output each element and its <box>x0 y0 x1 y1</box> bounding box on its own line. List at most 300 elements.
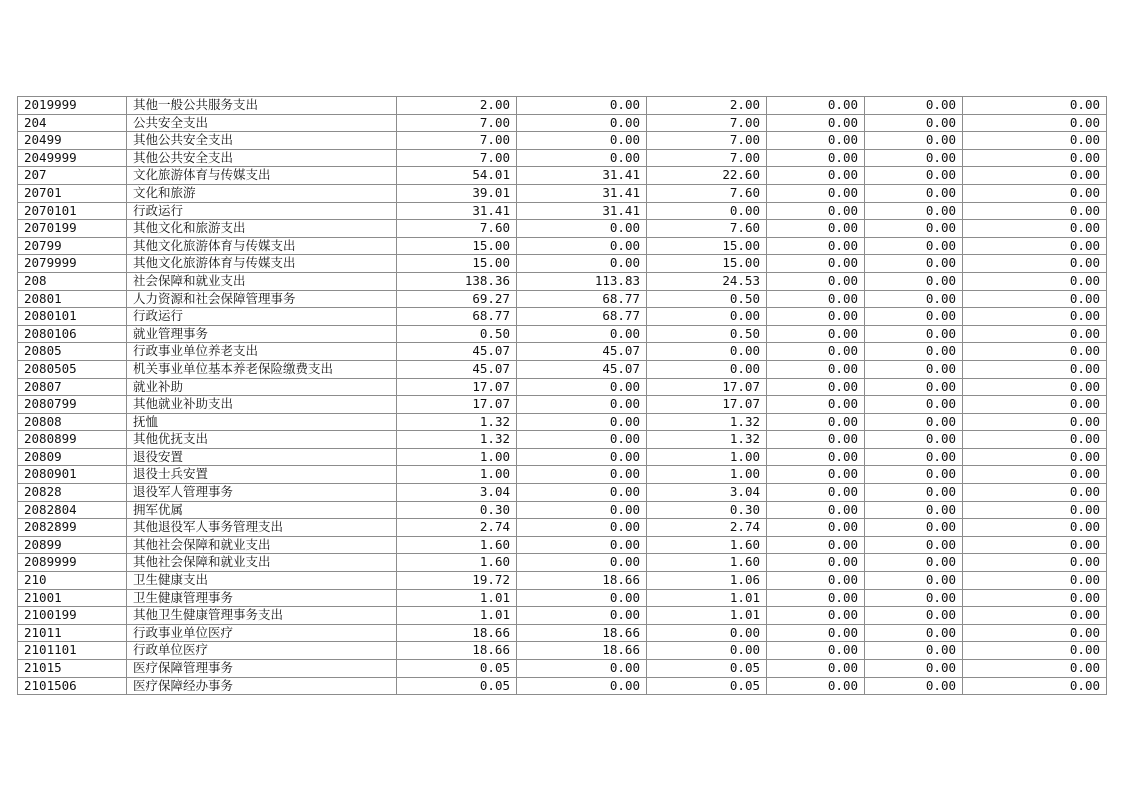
table-row <box>18 431 1107 449</box>
amount-cell: 0.00 <box>517 431 647 449</box>
amount-cell: 0.50 <box>397 325 517 343</box>
amount-cell: 0.00 <box>865 519 963 537</box>
table-row <box>18 255 1107 273</box>
amount-cell: 0.00 <box>517 554 647 572</box>
amount-cell: 31.41 <box>517 202 647 220</box>
amount-cell: 0.00 <box>865 484 963 502</box>
amount-cell: 2.00 <box>647 97 767 115</box>
amount-cell: 0.00 <box>963 413 1107 431</box>
amount-cell: 0.00 <box>865 308 963 326</box>
amount-cell: 0.00 <box>865 396 963 414</box>
amount-cell: 15.00 <box>397 255 517 273</box>
subject-name: 其他公共安全支出 <box>127 149 397 167</box>
amount-cell: 68.77 <box>517 308 647 326</box>
amount-cell: 0.00 <box>517 97 647 115</box>
amount-cell: 0.00 <box>767 149 865 167</box>
subject-code: 20809 <box>18 448 127 466</box>
amount-cell: 0.00 <box>963 97 1107 115</box>
subject-name: 卫生健康管理事务 <box>127 589 397 607</box>
amount-cell: 0.05 <box>397 677 517 695</box>
amount-cell: 0.00 <box>517 149 647 167</box>
amount-cell: 0.00 <box>963 149 1107 167</box>
amount-cell: 0.00 <box>865 220 963 238</box>
amount-cell: 18.66 <box>397 642 517 660</box>
amount-cell: 0.00 <box>517 607 647 625</box>
amount-cell: 0.00 <box>963 660 1107 678</box>
amount-cell: 0.00 <box>647 624 767 642</box>
amount-cell: 0.00 <box>517 536 647 554</box>
subject-name: 卫生健康支出 <box>127 572 397 590</box>
amount-cell: 0.00 <box>963 237 1107 255</box>
subject-code: 2082804 <box>18 501 127 519</box>
amount-cell: 24.53 <box>647 272 767 290</box>
subject-code: 2080101 <box>18 308 127 326</box>
amount-cell: 0.00 <box>767 677 865 695</box>
amount-cell: 0.00 <box>963 589 1107 607</box>
table-row <box>18 343 1107 361</box>
amount-cell: 19.72 <box>397 572 517 590</box>
amount-cell: 7.00 <box>647 132 767 150</box>
amount-cell: 0.00 <box>767 466 865 484</box>
subject-name: 其他就业补助支出 <box>127 396 397 414</box>
budget-table <box>17 96 1107 695</box>
amount-cell: 0.00 <box>767 642 865 660</box>
amount-cell: 0.00 <box>865 343 963 361</box>
amount-cell: 0.00 <box>963 272 1107 290</box>
amount-cell: 0.00 <box>767 114 865 132</box>
amount-cell: 138.36 <box>397 272 517 290</box>
amount-cell: 7.00 <box>647 149 767 167</box>
amount-cell: 113.83 <box>517 272 647 290</box>
amount-cell: 68.77 <box>517 290 647 308</box>
amount-cell: 0.00 <box>963 114 1107 132</box>
amount-cell: 7.00 <box>397 149 517 167</box>
amount-cell: 0.00 <box>767 308 865 326</box>
subject-code: 21001 <box>18 589 127 607</box>
table-row <box>18 167 1107 185</box>
subject-code: 2080901 <box>18 466 127 484</box>
amount-cell: 1.00 <box>397 448 517 466</box>
amount-cell: 0.00 <box>963 536 1107 554</box>
amount-cell: 15.00 <box>647 237 767 255</box>
amount-cell: 0.00 <box>517 677 647 695</box>
subject-name: 社会保障和就业支出 <box>127 272 397 290</box>
subject-name: 其他社会保障和就业支出 <box>127 536 397 554</box>
amount-cell: 0.00 <box>865 255 963 273</box>
amount-cell: 0.00 <box>963 607 1107 625</box>
amount-cell: 0.00 <box>767 519 865 537</box>
amount-cell: 7.60 <box>647 220 767 238</box>
amount-cell: 0.00 <box>865 184 963 202</box>
subject-code: 208 <box>18 272 127 290</box>
table-row <box>18 607 1107 625</box>
subject-code: 2082899 <box>18 519 127 537</box>
subject-name: 其他退役军人事务管理支出 <box>127 519 397 537</box>
table-row <box>18 624 1107 642</box>
amount-cell: 0.00 <box>963 378 1107 396</box>
amount-cell: 0.00 <box>963 624 1107 642</box>
table-row <box>18 202 1107 220</box>
subject-code: 20899 <box>18 536 127 554</box>
subject-name: 医疗保障管理事务 <box>127 660 397 678</box>
amount-cell: 0.00 <box>865 413 963 431</box>
amount-cell: 1.00 <box>647 448 767 466</box>
amount-cell: 0.00 <box>963 360 1107 378</box>
amount-cell: 2.74 <box>647 519 767 537</box>
amount-cell: 0.00 <box>767 660 865 678</box>
amount-cell: 0.00 <box>767 202 865 220</box>
amount-cell: 0.00 <box>963 255 1107 273</box>
subject-code: 20828 <box>18 484 127 502</box>
amount-cell: 0.00 <box>767 448 865 466</box>
amount-cell: 0.00 <box>865 202 963 220</box>
amount-cell: 1.32 <box>647 431 767 449</box>
amount-cell: 0.00 <box>767 554 865 572</box>
amount-cell: 1.60 <box>397 554 517 572</box>
subject-name: 其他卫生健康管理事务支出 <box>127 607 397 625</box>
amount-cell: 0.00 <box>767 378 865 396</box>
amount-cell: 0.05 <box>647 660 767 678</box>
subject-code: 2070199 <box>18 220 127 238</box>
amount-cell: 0.00 <box>517 448 647 466</box>
amount-cell: 0.00 <box>963 677 1107 695</box>
subject-name: 机关事业单位基本养老保险缴费支出 <box>127 360 397 378</box>
amount-cell: 54.01 <box>397 167 517 185</box>
subject-name: 人力资源和社会保障管理事务 <box>127 290 397 308</box>
amount-cell: 45.07 <box>397 343 517 361</box>
amount-cell: 1.32 <box>397 431 517 449</box>
amount-cell: 1.00 <box>397 466 517 484</box>
amount-cell: 7.00 <box>647 114 767 132</box>
subject-name: 其他社会保障和就业支出 <box>127 554 397 572</box>
amount-cell: 0.50 <box>647 325 767 343</box>
table-row <box>18 572 1107 590</box>
amount-cell: 0.00 <box>517 114 647 132</box>
subject-code: 2080799 <box>18 396 127 414</box>
subject-name: 行政单位医疗 <box>127 642 397 660</box>
subject-name: 公共安全支出 <box>127 114 397 132</box>
amount-cell: 0.00 <box>865 167 963 185</box>
amount-cell: 15.00 <box>647 255 767 273</box>
subject-code: 20499 <box>18 132 127 150</box>
amount-cell: 0.00 <box>963 396 1107 414</box>
amount-cell: 0.00 <box>865 501 963 519</box>
table-row <box>18 554 1107 572</box>
amount-cell: 0.00 <box>865 325 963 343</box>
amount-cell: 0.00 <box>963 466 1107 484</box>
table-row <box>18 220 1107 238</box>
subject-code: 20805 <box>18 343 127 361</box>
amount-cell: 0.00 <box>865 607 963 625</box>
amount-cell: 0.30 <box>397 501 517 519</box>
amount-cell: 0.00 <box>963 202 1107 220</box>
amount-cell: 0.00 <box>517 660 647 678</box>
amount-cell: 0.00 <box>767 589 865 607</box>
subject-code: 20808 <box>18 413 127 431</box>
subject-code: 2019999 <box>18 97 127 115</box>
amount-cell: 0.00 <box>767 97 865 115</box>
table-row <box>18 396 1107 414</box>
subject-code: 20801 <box>18 290 127 308</box>
amount-cell: 31.41 <box>517 167 647 185</box>
amount-cell: 0.00 <box>517 484 647 502</box>
amount-cell: 1.06 <box>647 572 767 590</box>
table-row <box>18 360 1107 378</box>
amount-cell: 22.60 <box>647 167 767 185</box>
table-row <box>18 413 1107 431</box>
subject-name: 退役安置 <box>127 448 397 466</box>
amount-cell: 2.74 <box>397 519 517 537</box>
amount-cell: 17.07 <box>647 378 767 396</box>
amount-cell: 0.00 <box>517 132 647 150</box>
amount-cell: 0.00 <box>767 431 865 449</box>
table-row <box>18 677 1107 695</box>
table-row <box>18 132 1107 150</box>
subject-name: 就业管理事务 <box>127 325 397 343</box>
amount-cell: 0.00 <box>647 360 767 378</box>
amount-cell: 18.66 <box>517 642 647 660</box>
amount-cell: 1.60 <box>647 536 767 554</box>
amount-cell: 0.00 <box>865 642 963 660</box>
amount-cell: 7.00 <box>397 132 517 150</box>
amount-cell: 0.00 <box>865 536 963 554</box>
amount-cell: 0.00 <box>767 220 865 238</box>
table-row <box>18 536 1107 554</box>
amount-cell: 0.00 <box>767 167 865 185</box>
subject-code: 204 <box>18 114 127 132</box>
amount-cell: 1.01 <box>397 589 517 607</box>
subject-code: 207 <box>18 167 127 185</box>
table-row <box>18 272 1107 290</box>
subject-name: 文化和旅游 <box>127 184 397 202</box>
amount-cell: 45.07 <box>517 360 647 378</box>
amount-cell: 0.00 <box>767 237 865 255</box>
amount-cell: 0.00 <box>767 607 865 625</box>
subject-code: 21011 <box>18 624 127 642</box>
amount-cell: 18.66 <box>517 624 647 642</box>
table-row <box>18 184 1107 202</box>
amount-cell: 0.00 <box>517 325 647 343</box>
amount-cell: 0.00 <box>865 624 963 642</box>
amount-cell: 0.00 <box>865 132 963 150</box>
subject-code: 20807 <box>18 378 127 396</box>
amount-cell: 7.60 <box>397 220 517 238</box>
amount-cell: 0.00 <box>865 237 963 255</box>
subject-name: 其他优抚支出 <box>127 431 397 449</box>
amount-cell: 0.00 <box>767 484 865 502</box>
amount-cell: 18.66 <box>397 624 517 642</box>
table-row <box>18 308 1107 326</box>
subject-code: 20799 <box>18 237 127 255</box>
amount-cell: 7.00 <box>397 114 517 132</box>
table-row <box>18 149 1107 167</box>
subject-name: 行政事业单位养老支出 <box>127 343 397 361</box>
amount-cell: 0.00 <box>767 272 865 290</box>
table-row <box>18 519 1107 537</box>
amount-cell: 0.00 <box>647 343 767 361</box>
amount-cell: 7.60 <box>647 184 767 202</box>
table-row <box>18 237 1107 255</box>
amount-cell: 0.00 <box>963 431 1107 449</box>
table-row <box>18 114 1107 132</box>
amount-cell: 17.07 <box>647 396 767 414</box>
amount-cell: 0.00 <box>963 308 1107 326</box>
table-row <box>18 378 1107 396</box>
amount-cell: 0.00 <box>865 677 963 695</box>
amount-cell: 0.00 <box>963 343 1107 361</box>
amount-cell: 1.00 <box>647 466 767 484</box>
amount-cell: 0.00 <box>963 484 1107 502</box>
amount-cell: 2.00 <box>397 97 517 115</box>
amount-cell: 0.00 <box>963 448 1107 466</box>
amount-cell: 45.07 <box>397 360 517 378</box>
amount-cell: 0.00 <box>517 589 647 607</box>
subject-code: 20701 <box>18 184 127 202</box>
amount-cell: 0.00 <box>963 184 1107 202</box>
amount-cell: 0.00 <box>517 220 647 238</box>
amount-cell: 0.00 <box>963 325 1107 343</box>
subject-name: 其他文化旅游体育与传媒支出 <box>127 255 397 273</box>
table-row <box>18 290 1107 308</box>
amount-cell: 1.60 <box>647 554 767 572</box>
amount-cell: 0.00 <box>517 255 647 273</box>
subject-code: 2101101 <box>18 642 127 660</box>
amount-cell: 0.30 <box>647 501 767 519</box>
amount-cell: 0.00 <box>767 501 865 519</box>
amount-cell: 0.00 <box>963 167 1107 185</box>
subject-name: 其他公共安全支出 <box>127 132 397 150</box>
subject-name: 文化旅游体育与传媒支出 <box>127 167 397 185</box>
amount-cell: 0.00 <box>865 660 963 678</box>
amount-cell: 0.00 <box>517 378 647 396</box>
amount-cell: 0.00 <box>647 308 767 326</box>
amount-cell: 0.00 <box>767 184 865 202</box>
amount-cell: 17.07 <box>397 396 517 414</box>
amount-cell: 0.00 <box>963 572 1107 590</box>
amount-cell: 17.07 <box>397 378 517 396</box>
subject-name: 退役军人管理事务 <box>127 484 397 502</box>
subject-name: 行政事业单位医疗 <box>127 624 397 642</box>
amount-cell: 0.00 <box>963 132 1107 150</box>
amount-cell: 0.00 <box>865 290 963 308</box>
amount-cell: 18.66 <box>517 572 647 590</box>
amount-cell: 0.00 <box>767 413 865 431</box>
amount-cell: 0.00 <box>963 220 1107 238</box>
amount-cell: 0.00 <box>517 501 647 519</box>
amount-cell: 0.00 <box>963 554 1107 572</box>
amount-cell: 0.00 <box>517 519 647 537</box>
amount-cell: 45.07 <box>517 343 647 361</box>
subject-name: 行政运行 <box>127 308 397 326</box>
amount-cell: 0.00 <box>865 378 963 396</box>
table-row <box>18 484 1107 502</box>
amount-cell: 0.00 <box>767 132 865 150</box>
amount-cell: 0.00 <box>963 290 1107 308</box>
amount-cell: 0.00 <box>517 413 647 431</box>
amount-cell: 1.01 <box>647 589 767 607</box>
amount-cell: 1.32 <box>647 413 767 431</box>
amount-cell: 0.00 <box>517 396 647 414</box>
amount-cell: 0.00 <box>767 360 865 378</box>
amount-cell: 0.00 <box>865 272 963 290</box>
table-row <box>18 501 1107 519</box>
amount-cell: 31.41 <box>517 184 647 202</box>
amount-cell: 0.00 <box>963 642 1107 660</box>
amount-cell: 0.00 <box>865 554 963 572</box>
amount-cell: 0.00 <box>767 325 865 343</box>
subject-name: 抚恤 <box>127 413 397 431</box>
table-row <box>18 448 1107 466</box>
table-row <box>18 325 1107 343</box>
subject-name: 就业补助 <box>127 378 397 396</box>
table-body <box>18 97 1107 695</box>
amount-cell: 1.01 <box>397 607 517 625</box>
amount-cell: 1.01 <box>647 607 767 625</box>
subject-name: 其他文化旅游体育与传媒支出 <box>127 237 397 255</box>
amount-cell: 0.00 <box>517 237 647 255</box>
amount-cell: 69.27 <box>397 290 517 308</box>
amount-cell: 0.00 <box>767 624 865 642</box>
amount-cell: 0.00 <box>647 202 767 220</box>
amount-cell: 0.00 <box>963 519 1107 537</box>
subject-code: 2049999 <box>18 149 127 167</box>
amount-cell: 0.00 <box>865 589 963 607</box>
amount-cell: 0.00 <box>865 572 963 590</box>
amount-cell: 0.05 <box>647 677 767 695</box>
subject-code: 2070101 <box>18 202 127 220</box>
amount-cell: 0.00 <box>963 501 1107 519</box>
amount-cell: 0.00 <box>767 255 865 273</box>
amount-cell: 0.00 <box>767 343 865 361</box>
subject-code: 2080899 <box>18 431 127 449</box>
amount-cell: 0.00 <box>767 536 865 554</box>
subject-code: 2080106 <box>18 325 127 343</box>
subject-code: 2080505 <box>18 360 127 378</box>
amount-cell: 0.00 <box>865 149 963 167</box>
amount-cell: 0.00 <box>865 448 963 466</box>
amount-cell: 15.00 <box>397 237 517 255</box>
table-row <box>18 97 1107 115</box>
amount-cell: 0.00 <box>865 466 963 484</box>
amount-cell: 0.50 <box>647 290 767 308</box>
subject-code: 2100199 <box>18 607 127 625</box>
subject-name: 拥军优属 <box>127 501 397 519</box>
table-row <box>18 589 1107 607</box>
amount-cell: 3.04 <box>397 484 517 502</box>
amount-cell: 1.32 <box>397 413 517 431</box>
amount-cell: 1.60 <box>397 536 517 554</box>
amount-cell: 0.00 <box>647 642 767 660</box>
amount-cell: 31.41 <box>397 202 517 220</box>
table-row <box>18 642 1107 660</box>
amount-cell: 0.00 <box>865 360 963 378</box>
amount-cell: 0.00 <box>865 97 963 115</box>
amount-cell: 0.00 <box>517 466 647 484</box>
subject-name: 其他一般公共服务支出 <box>127 97 397 115</box>
subject-code: 2101506 <box>18 677 127 695</box>
subject-name: 其他文化和旅游支出 <box>127 220 397 238</box>
subject-code: 21015 <box>18 660 127 678</box>
subject-code: 2079999 <box>18 255 127 273</box>
table-row <box>18 466 1107 484</box>
amount-cell: 0.00 <box>767 572 865 590</box>
subject-code: 2089999 <box>18 554 127 572</box>
subject-name: 退役士兵安置 <box>127 466 397 484</box>
amount-cell: 0.05 <box>397 660 517 678</box>
subject-name: 行政运行 <box>127 202 397 220</box>
table-row <box>18 660 1107 678</box>
amount-cell: 0.00 <box>865 114 963 132</box>
